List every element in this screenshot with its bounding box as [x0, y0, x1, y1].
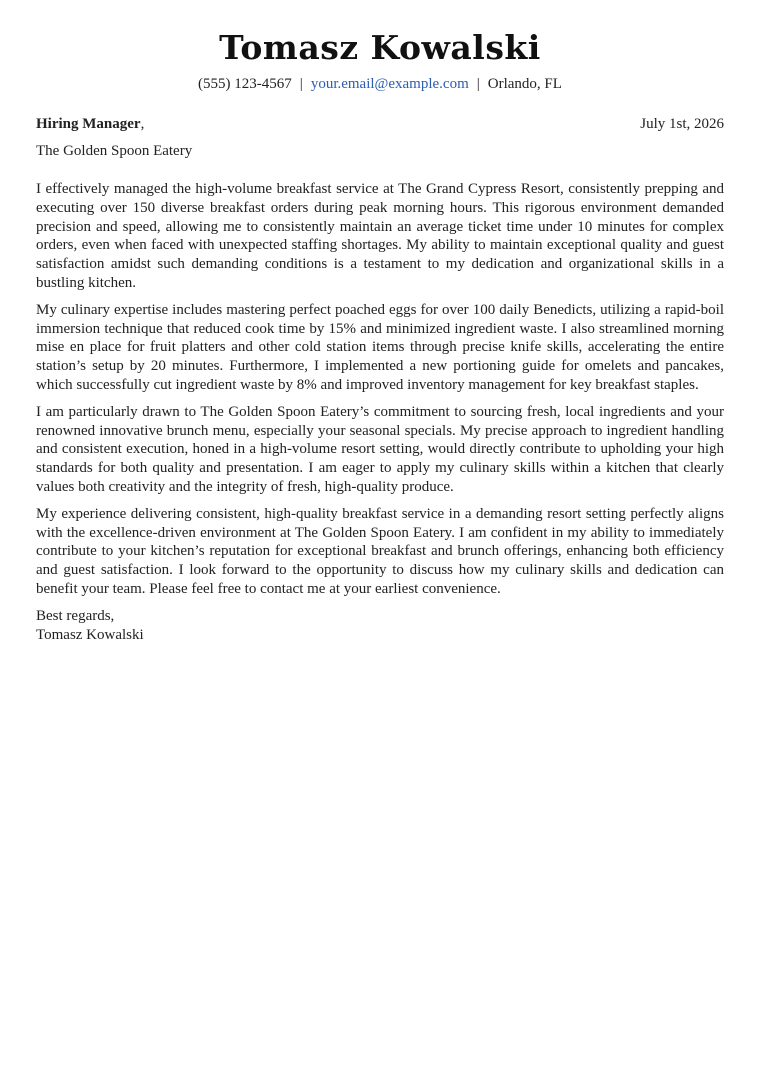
email-link[interactable]: your.email@example.com — [310, 76, 469, 92]
closing-salutation: Best regards, — [36, 607, 115, 624]
recipient-line — [36, 114, 144, 134]
letter-date: July 1st, 2026 — [640, 116, 724, 132]
contact-separator: | — [476, 76, 480, 92]
contact-separator: | — [299, 76, 303, 92]
body-paragraph: My culinary expertise includes mastering perfect poached eggs for over 100 daily Benedicts, utilizing a rapid-boil immersion technique that reduced cook time by 15% and minimized ingredient waste. I also streamlined morning mise en place for fruit platters and other cold station items through precise knife skills, accelerating the entire station’s setup by 20 minutes. Furthermore, I implemented a new portioning guide for omelets and pancakes, which successfully cut ingredient waste by 8% and improved inventory management for key breakfast staples. — [36, 301, 724, 393]
contact-line — [36, 74, 724, 94]
phone-number: (555) 123-4567 — [198, 76, 292, 92]
recipient-company: The Golden Spoon Eatery — [36, 143, 193, 159]
body-paragraph: I am particularly drawn to The Golden Spoon Eatery’s commitment to sourcing fresh, local ingredients and your renowned innovative brunch menu, especially your seasonal specials. My precise approach to ingredient handling and consistent execution, honed in a high-volume resort setting, would directly contribute to upholding your high standards for both quality and presentation. I am eager to apply my culinary skills within a kitchen that clearly values both creativity and the integrity of fresh, high-quality produce. — [36, 403, 724, 495]
recipient-row — [36, 114, 724, 134]
closing-block — [36, 607, 724, 645]
recipient-name: Hiring Manager — [36, 116, 141, 132]
recipient-name-suffix: , — [140, 116, 145, 132]
applicant-name: Tomasz Kowalski — [219, 28, 541, 67]
body-paragraph: My experience delivering consistent, high-quality breakfast service in a demanding resort setting perfectly aligns with the excellence-driven environment at The Golden Spoon Eatery. I am confident in my ability to immediately contribute to your kitchen’s reputation for exceptional breakfast and brunch offerings, enhancing both efficiency and guest satisfaction. I look forward to the opportunity to discuss how my culinary skills and dedication can benefit your team. Please feel free to contact me at your earliest convenience. — [36, 505, 724, 597]
body-paragraph: I effectively managed the high-volume breakfast service at The Grand Cypress Resort, consistently prepping and executing over 150 diverse breakfast orders during peak morning hours. This rigorous environment demanded precision and speed, allowing me to consistently maintain an average ticket time under 10 minutes for complex orders, even when faced with unexpected staffing shortages. My ability to maintain exceptional quality and guest satisfaction amidst such demanding conditions is a testament to my dedication and organizational skills in a bustling kitchen. — [36, 181, 724, 291]
signature-name: Tomasz Kowalski — [36, 626, 144, 643]
location: Orlando, FL — [487, 76, 562, 92]
